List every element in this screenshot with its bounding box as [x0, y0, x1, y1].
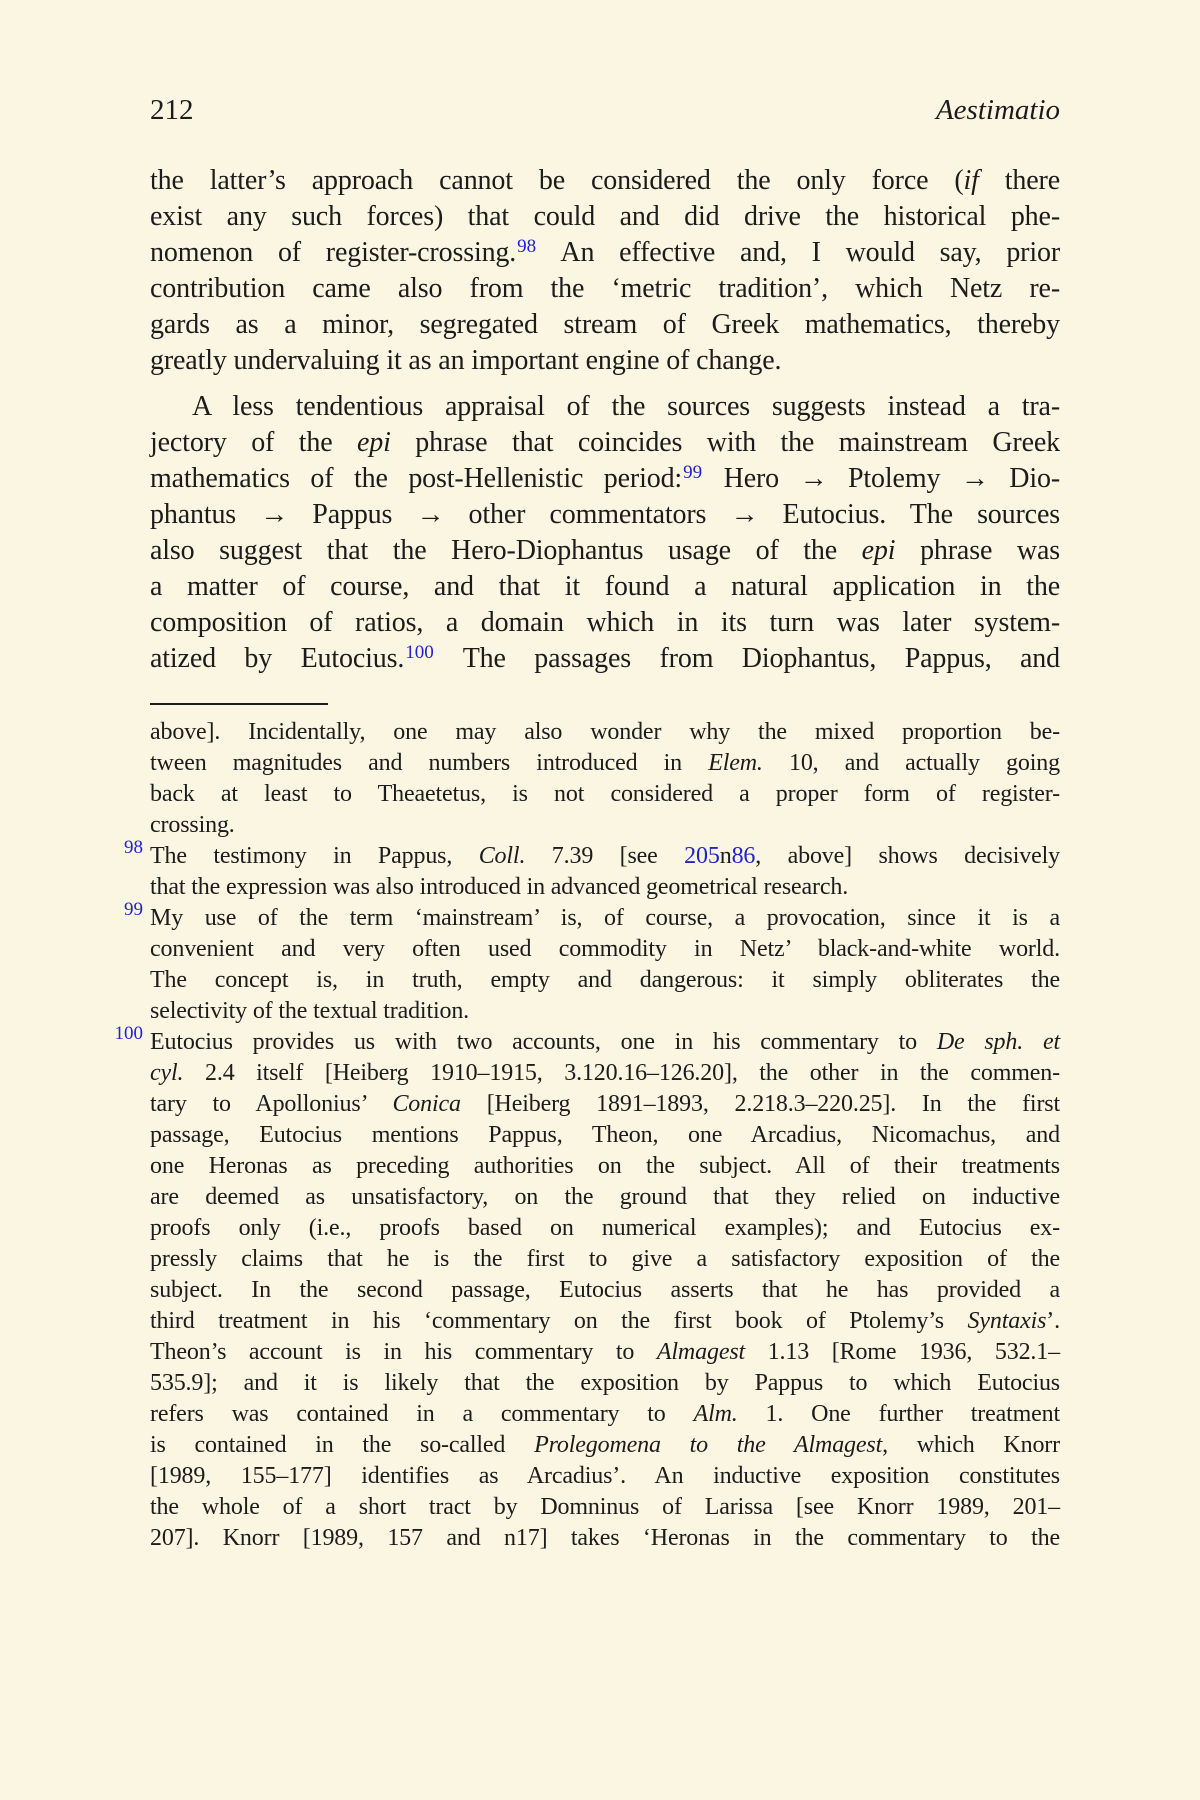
text-segment: [1989, 155–177] identifies as Arcadius’. An inductive exposition constitutes: [150, 1463, 1060, 1489]
footnote-line: [150, 1275, 1060, 1306]
text-segment: ’.: [1046, 1308, 1060, 1334]
text-segment: 2.4 itself [Heiberg 1910–1915, 3.120.16–126.20], the other in the commen-: [183, 1060, 1060, 1086]
text-segment: the latter’s approach cannot be considered the only force (: [150, 165, 964, 196]
body-line: [150, 307, 1060, 343]
text-segment: phrase that coincides with the mainstream Greek: [390, 427, 1060, 458]
text-segment: 10, and actually going: [762, 750, 1061, 776]
text-segment: contribution came also from the ‘metric tradition’, which Netz re-: [150, 273, 1060, 304]
text-segment: nomenon of register-crossing.: [150, 237, 517, 268]
footnote-line: [150, 1337, 1060, 1368]
footnote-ref[interactable]: 99: [683, 462, 703, 484]
italic-text: Almagest: [656, 1339, 746, 1365]
text-segment: , above] shows decisively: [755, 843, 1060, 869]
footnote: [124, 837, 1060, 903]
text-segment: The passages from Diophantus, Pappus, and: [434, 643, 1060, 674]
text-segment: A less tendentious appraisal of the sources suggests instead a tra-: [192, 391, 1060, 422]
footnote-line: [150, 1523, 1060, 1554]
cross-reference-link[interactable]: 205: [684, 843, 720, 869]
body-line: [150, 497, 1060, 533]
text-segment: atized by Eutocius.: [150, 643, 405, 674]
text-segment: refers was contained in a commentary to: [150, 1401, 694, 1427]
body-line: [150, 235, 1060, 271]
text-segment: a matter of course, and that it found a natural application in the: [150, 571, 1060, 602]
text-segment: phantus → Pappus → other commentators → Eutocius. The sources: [150, 499, 1060, 530]
text-segment: My use of the term ‘mainstream’ is, of course, a provocation, since it is a: [150, 905, 1060, 931]
text-segment: pressly claims that he is the first to give a satisfactory exposition of the: [150, 1246, 1060, 1272]
text-segment: 535.9]; and it is likely that the exposition by Pappus to which Eutocius: [150, 1370, 1060, 1396]
footnote-ref[interactable]: 98: [517, 236, 537, 258]
footnote-continuation: [150, 717, 1060, 841]
text-segment: Hero → Ptolemy → Dio-: [703, 463, 1060, 494]
footnote-line: [150, 1430, 1060, 1461]
journal-title: Aestimatio: [935, 94, 1060, 126]
text-segment: that the expression was also introduced in advanced geometrical research.: [150, 874, 849, 900]
text-segment: Theon’s account is in his commentary to: [150, 1339, 657, 1365]
body-paragraph: [150, 163, 1060, 379]
footnote-line: [150, 965, 1060, 996]
italic-text: Alm.: [693, 1401, 738, 1427]
text-segment: third treatment in his ‘commentary on the first book of Ptolemy’s: [150, 1308, 968, 1334]
text-segment: greatly undervaluing it as an important engine of change.: [150, 345, 782, 376]
body-line: [150, 605, 1060, 641]
text-segment: n: [719, 843, 732, 869]
body-line: [150, 389, 1060, 425]
text-segment: subject. In the second passage, Eutocius asserts that he has provided a: [150, 1277, 1060, 1303]
text-segment: phrase was: [895, 535, 1060, 566]
body-paragraph: [150, 389, 1060, 677]
text-segment: An effective and, I would say, prior: [537, 237, 1060, 268]
footnote-line: [150, 1368, 1060, 1399]
text-segment: tary to Apollonius’: [150, 1091, 393, 1117]
footnote-line: [150, 1027, 1060, 1058]
footnote-marker[interactable]: 100: [114, 1023, 143, 1044]
text-segment: 1. One further treatment: [737, 1401, 1060, 1427]
text-segment: back at least to Theaetetus, is not considered a proper form of register-: [150, 781, 1060, 807]
body-line: [150, 569, 1060, 605]
footnote-marker[interactable]: 99: [124, 899, 143, 920]
footnote-rule: [150, 703, 328, 705]
text-segment: the whole of a short tract by Domninus of Larissa [see Knorr 1989, 201–: [150, 1494, 1060, 1520]
text-segment: crossing.: [150, 812, 235, 838]
body-line: [150, 533, 1060, 569]
text-segment: jectory of the: [150, 427, 357, 458]
body-line: [150, 199, 1060, 235]
text-segment: tween magnitudes and numbers introduced in: [150, 750, 709, 776]
text-segment: The testimony in Pappus,: [150, 843, 479, 869]
body-text: [150, 163, 1060, 687]
footnote-line: [150, 1089, 1060, 1120]
body-line: [150, 641, 1060, 677]
text-segment: one Heronas as preceding authorities on the subject. All of their treatments: [150, 1153, 1060, 1179]
italic-text: cyl.: [150, 1060, 184, 1086]
footnote: [124, 899, 1060, 1027]
italic-text: epi: [357, 427, 391, 458]
body-line: [150, 461, 1060, 497]
footnote-line: [150, 872, 1060, 903]
footnote-ref[interactable]: 100: [405, 642, 434, 664]
footnote-line: [150, 1244, 1060, 1275]
body-line: [150, 271, 1060, 307]
footnote-line: [150, 1213, 1060, 1244]
footnote-line: [150, 1306, 1060, 1337]
footnote-line: [150, 1399, 1060, 1430]
footnote-line: [150, 779, 1060, 810]
text-segment: The concept is, in truth, empty and dangerous: it simply obliterates the: [150, 967, 1060, 993]
text-segment: exist any such forces) that could and did drive the historical phe-: [150, 201, 1060, 232]
italic-text: if: [963, 165, 979, 196]
body-line: [150, 343, 1060, 379]
italic-text: epi: [861, 535, 896, 566]
text-segment: 7.39 [see: [525, 843, 685, 869]
text-segment: Eutocius provides us with two accounts, one in his commentary to: [150, 1029, 937, 1055]
text-segment: is contained in the so-called: [150, 1432, 535, 1458]
text-segment: selectivity of the textual tradition.: [150, 998, 470, 1024]
italic-text: Elem.: [708, 750, 763, 776]
italic-text: Prolegomena to the Almagest: [534, 1432, 883, 1458]
footnote-line: [150, 903, 1060, 934]
body-line: [150, 163, 1060, 199]
footnote-line: [150, 1058, 1060, 1089]
italic-text: Syntaxis: [967, 1308, 1047, 1334]
italic-text: Conica: [392, 1091, 461, 1117]
footnote-line: [150, 1492, 1060, 1523]
footnote-line: [150, 996, 1060, 1027]
text-segment: passage, Eutocius mentions Pappus, Theon, one Arcadius, Nicomachus, and: [150, 1122, 1060, 1148]
footnote-line: [150, 810, 1060, 841]
footnote-line: [150, 841, 1060, 872]
page-number: 212: [150, 94, 194, 126]
text-segment: , which Knorr: [882, 1432, 1060, 1458]
footnote-line: [150, 748, 1060, 779]
text-segment: above]. Incidentally, one may also wonder why the mixed proportion be-: [150, 719, 1060, 745]
text-segment: proofs only (i.e., proofs based on numerical examples); and Eutocius ex-: [150, 1215, 1060, 1241]
footnote-line: [150, 1120, 1060, 1151]
footnote-line: [150, 1182, 1060, 1213]
italic-text: De sph. et: [936, 1029, 1060, 1055]
footnote-line: [150, 934, 1060, 965]
italic-text: Coll.: [478, 843, 526, 869]
text-segment: 1.13 [Rome 1936, 532.1–: [745, 1339, 1060, 1365]
text-segment: composition of ratios, a domain which in its turn was later system-: [150, 607, 1060, 638]
text-segment: gards as a minor, segregated stream of Greek mathematics, thereby: [150, 309, 1060, 340]
text-segment: [Heiberg 1891–1893, 2.218.3–220.25]. In the first: [460, 1091, 1061, 1117]
text-segment: 207]. Knorr [1989, 157 and n17] takes ‘Heronas in the commentary to the: [150, 1525, 1060, 1551]
footnote-line: [150, 1151, 1060, 1182]
footnote-marker[interactable]: 98: [124, 837, 143, 858]
footnotes: [114, 717, 1061, 1554]
footnote-line: [150, 1461, 1060, 1492]
text-segment: convenient and very often used commodity in Netz’ black-and-white world.: [150, 936, 1060, 962]
page-header: [150, 94, 1060, 126]
text-segment: also suggest that the Hero-Diophantus usage of the: [150, 535, 862, 566]
footnote: [114, 1023, 1061, 1554]
body-line: [150, 425, 1060, 461]
text-segment: mathematics of the post-Hellenistic period:: [150, 463, 683, 494]
text-segment: there: [978, 165, 1061, 196]
footnote-line: [150, 717, 1060, 748]
cross-reference-link[interactable]: 86: [731, 843, 756, 869]
text-segment: are deemed as unsatisfactory, on the ground that they relied on inductive: [150, 1184, 1060, 1210]
